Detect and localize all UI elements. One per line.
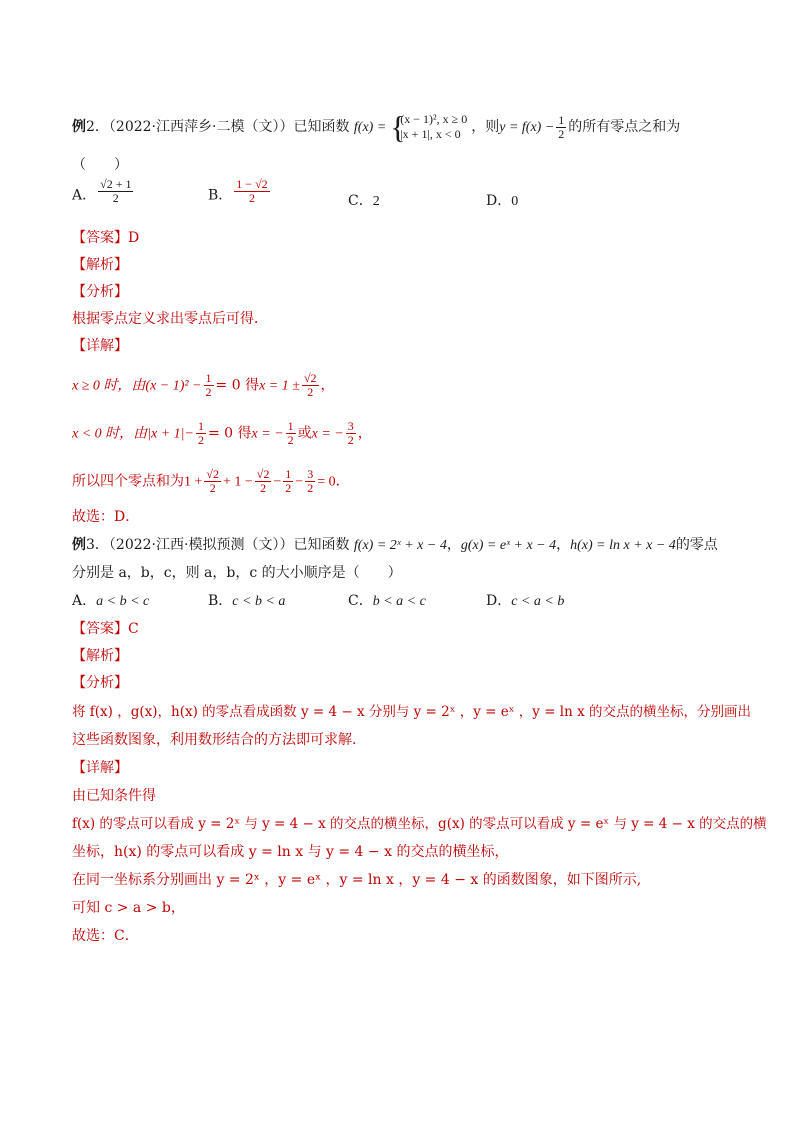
ex2-option-a[interactable]: A． $\frac{√2 + 1}{2}$ xyxy=(72,177,132,205)
ex2-detail-line-2: x < 0 时，由|x + 1|− $\frac{1}{2}$ = 0 得x = − $\frac{1}{2}$ 或x = − $\frac{3}{2}$ ， xyxy=(72,419,372,447)
ex2-stem xyxy=(72,109,681,145)
ex3-label: 例 xyxy=(72,537,86,553)
ex2-answer xyxy=(72,229,139,247)
ex3-option-a[interactable]: A．a < b < c xyxy=(72,593,150,609)
ex2-label: 例 xyxy=(72,119,86,135)
ex2-fenxi-label: 【分析】 xyxy=(72,284,128,300)
ex3-conclusion: 故选：C． xyxy=(72,928,139,944)
ex3-h-def: h(x) = ln x + x − 4 xyxy=(570,538,676,553)
ex3-option-c[interactable]: C．b < a < c xyxy=(348,593,426,609)
ex2-piecewise: { (x − 1)², x ≥ 0 |x + 1|, x < 0 xyxy=(390,109,468,145)
ex2-conclusion: 故选：D． xyxy=(72,509,140,525)
ex3-g-def: g(x) = eˣ + x − 4 xyxy=(460,538,557,553)
ex2-piece1: (x − 1)², x ≥ 0 xyxy=(400,112,468,126)
ex2-option-c[interactable]: C．2 xyxy=(348,193,380,209)
ex3-fenxi-line-1: 将 f(x) ，g(x)，h(x) 的零点看成函数 y = 4 − x 分别与 y = 2ˣ ，y = eˣ ，y = ln x 的交点的横坐标，分别画出 xyxy=(72,704,752,720)
ex3-detail-line-5: 可知 c > a > b， xyxy=(72,900,185,916)
ex3-detail-line-2: f(x) 的零点可以看成 y = 2ˣ 与 y = 4 − x 的交点的横坐标，g(x) 的零点可以看成 y = eˣ 与 y = 4 − x 的交点的横 xyxy=(72,816,767,832)
ex3-analysis-label: 【解析】 xyxy=(72,648,128,664)
ex2-num: 2． xyxy=(86,119,109,135)
ex2-stem-a: 已知函数 xyxy=(293,119,350,135)
ex2-fenxi-text: 根据零点定义求出零点后可得． xyxy=(72,311,268,327)
ex2-y-expr: y = f(x) − xyxy=(499,120,555,135)
ex2-options xyxy=(72,177,722,216)
ex2-stem-c: 的所有零点之和为 xyxy=(568,119,681,135)
ex3-answer: 【答案】C xyxy=(72,621,139,637)
ex3-f-def: f(x) = 2ˣ + x − 4 xyxy=(353,538,447,553)
answer-label: 【答案】 xyxy=(72,230,128,246)
answer-value: D xyxy=(128,230,140,246)
ex2-analysis-label: 【解析】 xyxy=(72,257,128,273)
ex3-fenxi-label: 【分析】 xyxy=(72,675,128,691)
ex3-detail-label: 【详解】 xyxy=(72,760,128,776)
ex2-half-frac: $\frac{1}{2}$ xyxy=(558,112,565,141)
ex3-detail-line-4: 在同一坐标系分别画出 y = 2ˣ ，y = eˣ ，y = ln x ，y = 4 − x 的函数图象，如下图所示, xyxy=(72,872,642,888)
ex3-detail-line-3: 坐标，h(x) 的零点可以看成 y = ln x 与 y = 4 − x 的交点的横坐标， xyxy=(72,844,509,860)
ex3-detail-line-1: 由已知条件得 xyxy=(72,788,156,804)
ex2-option-b[interactable]: B． $\frac{1 - √2}{2}$ xyxy=(208,177,268,205)
ex3-stem-line-2: 分别是 a，b，c，则 a，b，c 的大小顺序是（ ） xyxy=(72,565,402,581)
ex3-num: 3． xyxy=(86,537,109,553)
ex3-option-b[interactable]: B．c < b < a xyxy=(208,593,286,609)
ex3-options xyxy=(72,592,722,612)
ex3-source: （2022·江西·模拟预测（文）） xyxy=(108,537,294,553)
ex2-option-d[interactable]: D．0 xyxy=(486,193,519,209)
ex2-f-of-x: f(x) = xyxy=(353,120,387,135)
ex2-stem-b: ，则 xyxy=(471,119,500,135)
ex3-stem: 例3．（2022·江西·模拟预测（文））已知函数 f(x) = 2ˣ + x − 4，g(x) = eˣ + x − 4，h(x) = ln x + x − 4的零点 xyxy=(72,537,718,553)
ex2-source: （2022·江西萍乡·二模（文）） xyxy=(108,119,294,135)
ex3-fenxi-line-2: 这些函数图象，利用数形结合的方法即可求解. xyxy=(72,732,357,748)
ex2-detail-line-3: 所以四个零点和为1 + $\frac{√2}{2}$ + 1 − $\frac{√2}{2}$ − $\frac{1}{2}$ − $\frac{3}{2}$ = 0． xyxy=(72,467,350,495)
ex2-detail-label: 【详解】 xyxy=(72,338,128,354)
ex2-piece2: |x + 1|, x < 0 xyxy=(400,127,461,141)
ex3-option-d[interactable]: D．c < a < b xyxy=(486,593,565,609)
ex2-paren: （ ） xyxy=(72,157,128,173)
ex2-detail-line-1: x ≥ 0 时，由(x − 1)² − $\frac{1}{2}$ = 0 得x = 1 ± $\frac{√2}{2}$ ， xyxy=(72,371,335,399)
